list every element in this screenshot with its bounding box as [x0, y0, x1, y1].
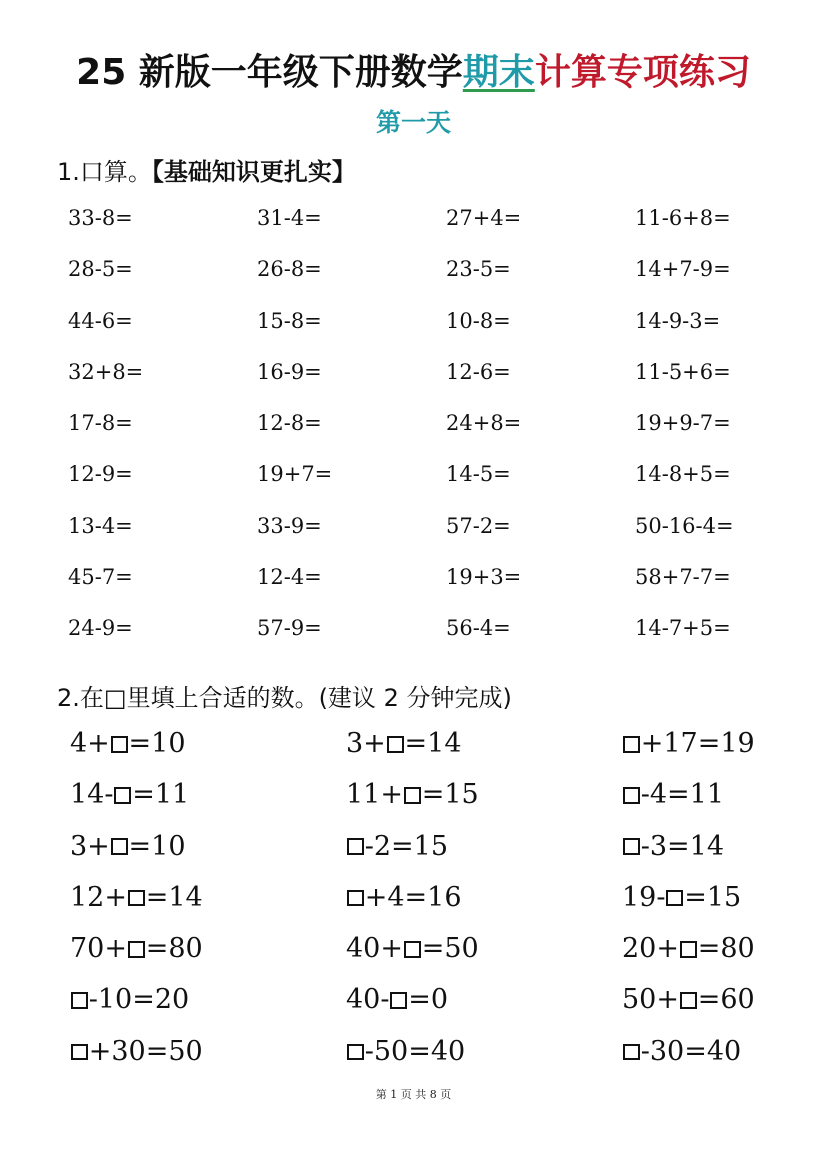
equation-after-box: -50=40 [364, 1035, 466, 1067]
answer-box-icon[interactable] [404, 787, 421, 804]
answer-box-icon[interactable] [387, 736, 404, 753]
equation-after-box: =10 [128, 728, 186, 759]
equation-after-box: +17=19 [640, 728, 755, 759]
fill-in-problem [346, 1036, 622, 1067]
mental-math-problem: 10-8= [446, 308, 511, 333]
answer-box-icon[interactable] [404, 941, 421, 958]
answer-box-icon[interactable] [390, 992, 407, 1009]
equation-after-box: =80 [697, 933, 755, 965]
mental-math-problem: 50-16-4= [635, 513, 734, 538]
equation-before-box: 3+ [70, 830, 110, 862]
fill-in-row [70, 933, 822, 984]
title-grade-part: 25 新版一年级下册数学 [76, 52, 463, 93]
equation-before-box: 19- [622, 881, 666, 913]
equation-after-box: =15 [421, 779, 479, 811]
answer-box-icon[interactable] [680, 992, 697, 1009]
mental-math-row [68, 411, 824, 462]
answer-box-icon[interactable] [623, 838, 640, 855]
equation-after-box: +30=50 [88, 1035, 203, 1067]
fill-in-problem [622, 728, 822, 759]
equation-after-box: =15 [684, 881, 742, 913]
equation-after-box: +4=16 [364, 881, 462, 913]
fill-in-problem [70, 933, 346, 964]
mental-math-problem: 12-8= [257, 411, 322, 436]
mental-math-row [68, 514, 824, 565]
equation-before-box: 20+ [622, 933, 679, 965]
title-practice-part: 计算专项练习 [534, 52, 751, 93]
mental-math-problem: 33-9= [257, 513, 322, 538]
mental-math-problem: 56-4= [446, 616, 511, 641]
fill-in-problem [622, 1036, 822, 1067]
mental-math-row [68, 360, 824, 411]
answer-box-icon[interactable] [347, 1044, 364, 1061]
fill-in-row [70, 728, 822, 779]
mental-math-problem: 15-8= [257, 308, 322, 333]
section1-heading-note: 【基础知识更扎实】 [151, 158, 356, 186]
mental-math-problem: 27+4= [446, 206, 522, 230]
equation-before-box: 14- [70, 779, 114, 811]
fill-in-problem [70, 831, 346, 862]
answer-box-icon[interactable] [71, 992, 88, 1009]
equation-before-box: 3+ [346, 728, 386, 759]
mental-math-problem: 58+7-7= [635, 565, 731, 590]
mental-math-problem: 14-5= [446, 462, 511, 487]
fill-in-box-grid [70, 728, 822, 1087]
title-final-exam-part: 期末 [462, 52, 535, 93]
fill-in-problem [346, 984, 622, 1015]
mental-math-problem: 19+3= [446, 565, 522, 590]
mental-math-problem: 57-9= [257, 616, 322, 641]
mental-math-problem: 24-9= [68, 616, 133, 641]
fill-in-row [70, 882, 822, 933]
fill-in-row [70, 779, 822, 830]
fill-in-problem [70, 984, 346, 1015]
equation-after-box: =11 [132, 779, 190, 811]
fill-in-problem [70, 882, 346, 913]
equation-before-box: 40- [346, 984, 390, 1016]
equation-after-box: =14 [404, 728, 462, 759]
fill-in-problem [346, 831, 622, 862]
fill-in-problem [622, 779, 822, 810]
equation-before-box: 11+ [346, 779, 403, 811]
answer-box-icon[interactable] [114, 787, 131, 804]
mental-math-row [68, 206, 824, 257]
fill-in-problem [346, 728, 622, 759]
mental-math-row [68, 462, 824, 513]
equation-after-box: =10 [128, 830, 186, 862]
equation-before-box: 4+ [70, 728, 110, 759]
mental-math-problem: 44-6= [68, 308, 133, 333]
fill-in-row [70, 831, 822, 882]
fill-in-row [70, 1036, 822, 1087]
mental-math-problem: 57-2= [446, 513, 511, 538]
mental-math-problem: 12-4= [257, 565, 322, 590]
mental-math-problem: 11-6+8= [635, 206, 731, 230]
day-subtitle: 第一天 [375, 108, 451, 137]
mental-math-problem: 13-4= [68, 513, 133, 538]
equation-after-box: =80 [145, 933, 203, 965]
equation-before-box: 70+ [70, 933, 127, 965]
answer-box-icon[interactable] [111, 838, 128, 855]
mental-math-problem: 11-5+6= [635, 359, 731, 384]
equation-before-box: 40+ [346, 933, 403, 965]
answer-box-icon[interactable] [623, 736, 640, 753]
fill-in-problem [622, 933, 822, 964]
fill-in-problem [622, 882, 822, 913]
mental-math-row [68, 616, 824, 667]
mental-math-problem: 33-8= [68, 206, 133, 230]
mental-math-row [68, 565, 824, 616]
mental-math-problem: 14-8+5= [635, 462, 731, 487]
equation-after-box: -2=15 [364, 830, 449, 862]
section1-heading [57, 152, 356, 187]
answer-box-icon[interactable] [111, 736, 128, 753]
page-footer: 第 1 页 共 8 页 [375, 1088, 452, 1101]
mental-math-problem: 19+7= [257, 462, 333, 487]
page-title [0, 44, 827, 95]
fill-in-problem [70, 728, 346, 759]
mental-math-problem: 26-8= [257, 257, 322, 282]
mental-math-row [68, 309, 824, 360]
mental-math-problem: 45-7= [68, 565, 133, 590]
answer-box-icon[interactable] [71, 1044, 88, 1061]
answer-box-icon[interactable] [623, 787, 640, 804]
answer-box-icon[interactable] [347, 890, 364, 907]
equation-after-box: =14 [145, 881, 203, 913]
mental-math-problem: 17-8= [68, 411, 133, 436]
answer-box-icon[interactable] [680, 941, 697, 958]
answer-box-icon[interactable] [128, 941, 145, 958]
mental-math-problem: 23-5= [446, 257, 511, 282]
section1-heading-main: 1.口算。 [57, 158, 152, 186]
fill-in-problem [346, 933, 622, 964]
mental-math-problem: 16-9= [257, 359, 322, 384]
fill-in-problem [346, 779, 622, 810]
mental-math-problem: 31-4= [257, 206, 322, 230]
mental-math-problem: 14+7-9= [635, 257, 731, 282]
answer-box-icon[interactable] [623, 1044, 640, 1061]
equation-after-box: -3=14 [640, 830, 725, 862]
mental-math-problem: 24+8= [446, 411, 522, 436]
equation-after-box: -4=11 [640, 779, 725, 811]
fill-in-problem [622, 831, 822, 862]
mental-math-grid [68, 206, 824, 668]
equation-after-box: =60 [697, 984, 755, 1016]
fill-in-row [70, 984, 822, 1035]
equation-before-box: 12+ [70, 881, 127, 913]
equation-after-box: -30=40 [640, 1035, 742, 1067]
equation-after-box: =0 [408, 984, 449, 1016]
mental-math-row [68, 257, 824, 308]
fill-in-problem [346, 882, 622, 913]
equation-after-box: -10=20 [88, 984, 190, 1016]
mental-math-problem: 32+8= [68, 359, 144, 384]
mental-math-problem: 19+9-7= [635, 411, 731, 436]
fill-in-problem [70, 779, 346, 810]
answer-box-icon[interactable] [666, 890, 683, 907]
fill-in-problem [70, 1036, 346, 1067]
answer-box-icon[interactable] [347, 838, 364, 855]
equation-after-box: =50 [421, 933, 479, 965]
mental-math-problem: 28-5= [68, 257, 133, 282]
mental-math-problem: 14-7+5= [635, 616, 731, 641]
mental-math-problem: 14-9-3= [635, 308, 721, 333]
section2-heading: 2.在□里填上合适的数。(建议 2 分钟完成) [57, 684, 512, 712]
mental-math-problem: 12-9= [68, 462, 133, 487]
answer-box-icon[interactable] [128, 890, 145, 907]
mental-math-problem: 12-6= [446, 359, 511, 384]
equation-before-box: 50+ [622, 984, 679, 1016]
fill-in-problem [622, 984, 822, 1015]
